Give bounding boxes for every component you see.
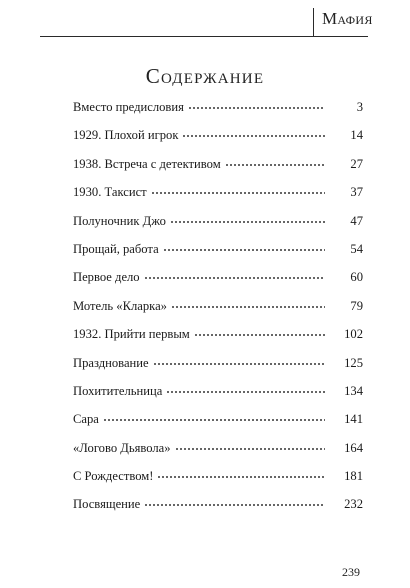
toc-entry-label: Сара (73, 412, 99, 427)
toc-entry-label: 1938. Встреча с детективом (73, 156, 221, 171)
dot-leader (171, 305, 325, 309)
toc-entry-page: 164 (344, 440, 363, 455)
toc-entry (73, 298, 363, 326)
toc-title: Содержание (145, 64, 265, 88)
dot-leader (153, 362, 325, 366)
dot-leader (225, 163, 325, 167)
dot-leader (144, 276, 325, 280)
toc-entry-label: Посвящение (73, 497, 141, 512)
toc-entry (73, 440, 363, 468)
toc-entry (73, 326, 363, 354)
toc-entry-page: 79 (350, 298, 363, 313)
toc-entry-page: 181 (344, 469, 363, 484)
header-rule (40, 36, 368, 37)
toc-entry (73, 269, 363, 297)
page-number: 239 (342, 565, 360, 579)
toc-entry (73, 99, 363, 127)
toc-entry-page: 141 (344, 412, 363, 427)
dot-leader (194, 333, 325, 337)
toc-entry (73, 156, 363, 184)
dot-leader (170, 220, 325, 224)
toc-entry-label: Полуночник Джо (73, 213, 166, 228)
toc-entry-label: Вместо предисловия (73, 100, 184, 114)
dot-leader (103, 418, 325, 422)
running-head: Мафия (322, 9, 373, 28)
toc-entry-label: Первое дело (73, 270, 140, 285)
dot-leader (166, 390, 325, 394)
toc-entry-label: «Логово Дьявола» (73, 440, 171, 455)
toc-entry-page: 102 (344, 327, 363, 342)
toc-entry-label: Празднование (73, 355, 149, 370)
toc-entry-label: Прощай, работа (73, 241, 159, 256)
toc-entry-page: 14 (350, 128, 363, 143)
dot-leader (182, 134, 325, 138)
dot-leader (151, 191, 325, 195)
toc-entry (73, 184, 363, 212)
toc-entry (73, 496, 363, 524)
toc-entry-page: 54 (350, 241, 363, 256)
header-divider (313, 8, 314, 37)
toc-entry-page: 134 (344, 383, 363, 398)
toc-entry-page: 232 (344, 497, 363, 512)
toc-entry-page: 47 (350, 213, 363, 228)
toc-entry-label: 1929. Плохой игрок (73, 128, 179, 143)
toc-entry (73, 241, 363, 269)
toc-entry-label: Мотель «Кларка» (73, 298, 167, 313)
toc-entry (73, 411, 363, 439)
toc-entry (73, 213, 363, 241)
toc-entry-label: Похитительница (73, 383, 163, 398)
dot-leader (175, 447, 325, 451)
toc-entry-page: 37 (350, 185, 363, 200)
dot-leader (188, 106, 325, 110)
toc-entry-page: 125 (344, 355, 363, 370)
toc-entry (73, 127, 363, 155)
toc-entry-label: 1930. Таксист (73, 185, 147, 200)
toc-entry-page: 60 (350, 270, 363, 285)
toc-entry-page: 27 (350, 156, 363, 171)
dot-leader (157, 475, 325, 479)
toc-entry-label: 1932. Прийти первым (73, 327, 190, 342)
dot-leader (163, 248, 325, 252)
dot-leader (144, 503, 325, 507)
toc-entry-label: С Рождеством! (73, 469, 154, 484)
toc-entry (73, 355, 363, 383)
toc-entry (73, 468, 363, 496)
table-of-contents (73, 99, 363, 525)
toc-entry-page: 3 (356, 100, 363, 114)
toc-entry (73, 383, 363, 411)
